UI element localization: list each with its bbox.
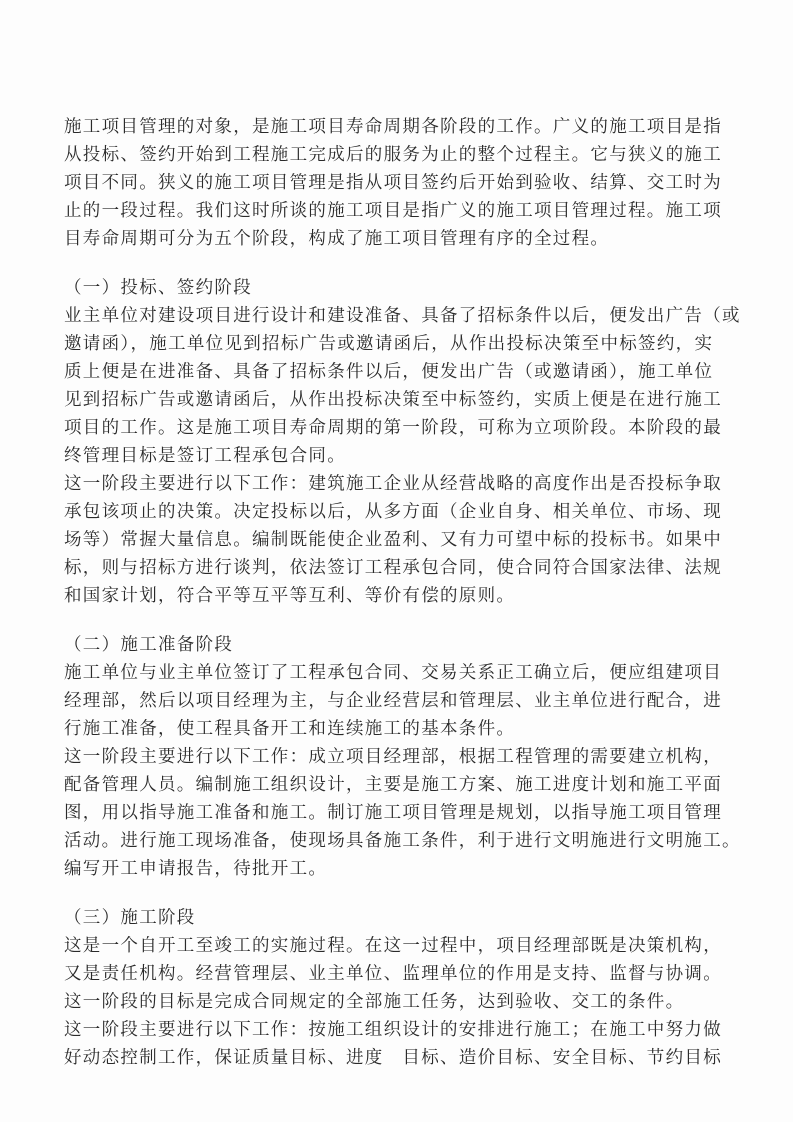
document-body	[64, 112, 741, 1071]
text-line: 这一阶段主要进行以下工作：建筑施工企业从经营战略的高度作出是否投标争取	[64, 473, 722, 493]
paragraph	[64, 931, 735, 1015]
text-line: 编写开工申请报告，待批开工。	[64, 858, 328, 878]
text-line: 配备管理人员。编制施工组织设计，主要是施工方案、施工进度计划和施工平面	[64, 774, 722, 794]
section-heading: （三）施工阶段	[64, 907, 196, 927]
text-line: 止的一段过程。我们这时所谈的施工项目是指广义的施工项目管理过程。施工项	[64, 200, 722, 220]
text-line: 项目的工作。这是施工项目寿命周期的第一阶段，可称为立项阶段。本阶段的最	[64, 417, 722, 437]
text-line: 业主单位对建设项目进行设计和建设准备、具备了招标条件以后，便发出广告（或	[64, 305, 741, 325]
text-line: 项目不同。狭义的施工项目管理是指从项目签约后开始到验收、结算、交工时为	[64, 172, 722, 192]
text-line: 活动。进行施工现场准备，使现场具备施工条件，利于进行文明施进行文明施工。	[64, 830, 741, 850]
text-line: 这一阶段主要进行以下工作：成立项目经理部，根据工程管理的需要建立机构，	[64, 746, 722, 766]
text-line: 这一阶段的目标是完成合同规定的全部施工任务，达到验收、交工的条件。	[64, 991, 685, 1011]
text-line: 这一阶段主要进行以下工作：按施工组织设计的安排进行施工；在施工中努力做	[64, 1019, 722, 1039]
paragraph	[64, 301, 741, 469]
text-line: 行施工准备，使工程具备开工和连续施工的基本条件。	[64, 718, 516, 738]
paragraph	[64, 742, 741, 882]
text-line: 从投标、签约开始到工程施工完成后的服务为止的整个过程主。它与狭义的施工	[64, 144, 722, 164]
text-line: 和国家计划，符合平等互平等互利、等价有偿的原则。	[64, 585, 516, 605]
text-line: 终管理目标是签订工程承包合同。	[64, 445, 346, 465]
text-line: 施工单位与业主单位签订了工程承包合同、交易关系正工确立后，便应组建项目	[64, 662, 722, 682]
text-line: 承包该项止的决策。决定投标以后，从多方面（企业自身、相关单位、市场、现	[64, 501, 722, 521]
text-line: 又是责任机构。经营管理层、业主单位、监理单位的作用是支持、监督与协调。	[64, 963, 722, 983]
text-line: 好动态控制工作，保证质量目标、进度 目标、造价目标、安全目标、节约目标	[64, 1047, 722, 1067]
text-line: 邀请函），施工单位见到招标广告或邀请函后，从作出投标决策至中标签约，实	[64, 333, 714, 353]
text-line: 施工项目管理的对象，是施工项目寿命周期各阶段的工作。广义的施工项目是指	[64, 116, 722, 136]
text-line: 场等）常握大量信息。编制既能使企业盈利、又有力可望中标的投标书。如果中	[64, 529, 722, 549]
text-line: 目寿命周期可分为五个阶段，构成了施工项目管理有序的全过程。	[64, 228, 610, 248]
text-line: 经理部，然后以项目经理为主，与企业经营层和管理层、业主单位进行配合，进	[64, 690, 722, 710]
paragraph	[64, 658, 735, 742]
section-heading: （二）施工准备阶段	[64, 634, 234, 654]
paragraph	[64, 1015, 735, 1071]
text-line: 图，用以指导施工准备和施工。制订施工项目管理是规划，以指导施工项目管理	[64, 802, 722, 822]
paragraph	[64, 469, 735, 609]
text-line: 质上便是在进准备、具备了招标条件以后，便发出广告（或邀请函），施工单位	[64, 361, 714, 381]
text-line: 标，则与招标方进行谈判，依法签订工程承包合同，使合同符合国家法律、法规	[64, 557, 722, 577]
section-heading: （一）投标、签约阶段	[64, 277, 252, 297]
paragraph	[64, 112, 735, 252]
text-line: 见到招标广告或邀请函后，从作出投标决策至中标签约，实质上便是在进行施工	[64, 389, 722, 409]
text-line: 这是一个自开工至竣工的实施过程。在这一过程中，项目经理部既是决策机构，	[64, 935, 722, 955]
